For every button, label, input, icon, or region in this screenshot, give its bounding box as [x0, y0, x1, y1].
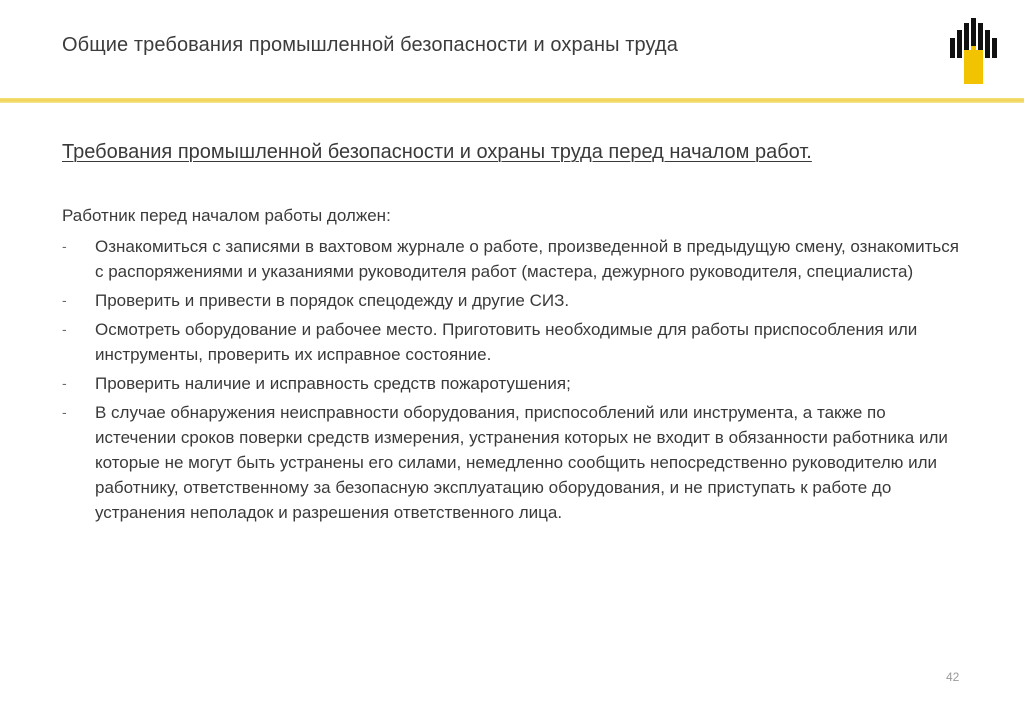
list-item-text: Осмотреть оборудование и рабочее место. Приготовить необходимые для работы приспособления или инструменты, проверить их исправное состояние. [95, 320, 918, 364]
bullet-dash: - [62, 321, 67, 337]
bullet-dash: - [62, 292, 67, 308]
list-item [62, 234, 967, 284]
list-item [62, 371, 967, 396]
list-item-text: Ознакомиться с записями в вахтовом журнале о работе, произведенной в предыдущую смену, ознакомиться с распоряжениями и указаниями руководителя работ (мастера, дежурного руководителя, специалиста) [95, 237, 959, 281]
list-item-text: В случае обнаружения неисправности оборудования, приспособлений или инструмента, а также по истечении сроков поверки средств измерения, устранения которых не входит в обязанности работника или которые не могут быть устранены его силами, немедленно сообщить непосредственно руководителю или работнику, ответственному за безопасную эксплуатацию оборудования, и не приступать к работе до устранения неполадок и разрешения ответственного лица. [95, 403, 948, 522]
page-number: 42 [946, 670, 960, 684]
bullet-dash: - [62, 375, 67, 391]
bullet-dash: - [62, 238, 67, 254]
list-item [62, 400, 967, 525]
page-title: Общие требования промышленной безопасности и охраны труда [62, 34, 678, 56]
intro-text: Работник перед началом работы должен: [62, 206, 391, 225]
section-title: Требования промышленной безопасности и охраны труда перед началом работ. [62, 141, 812, 163]
requirements-list [62, 234, 967, 529]
list-item [62, 317, 967, 367]
list-item-text: Проверить и привести в порядок спецодежду и другие СИЗ. [95, 291, 570, 310]
list-item [62, 288, 967, 313]
header-divider [0, 98, 1024, 103]
list-item-text: Проверить наличие и исправность средств пожаротушения; [95, 374, 571, 393]
bullet-dash: - [62, 404, 67, 420]
company-logo-icon [944, 12, 1000, 86]
